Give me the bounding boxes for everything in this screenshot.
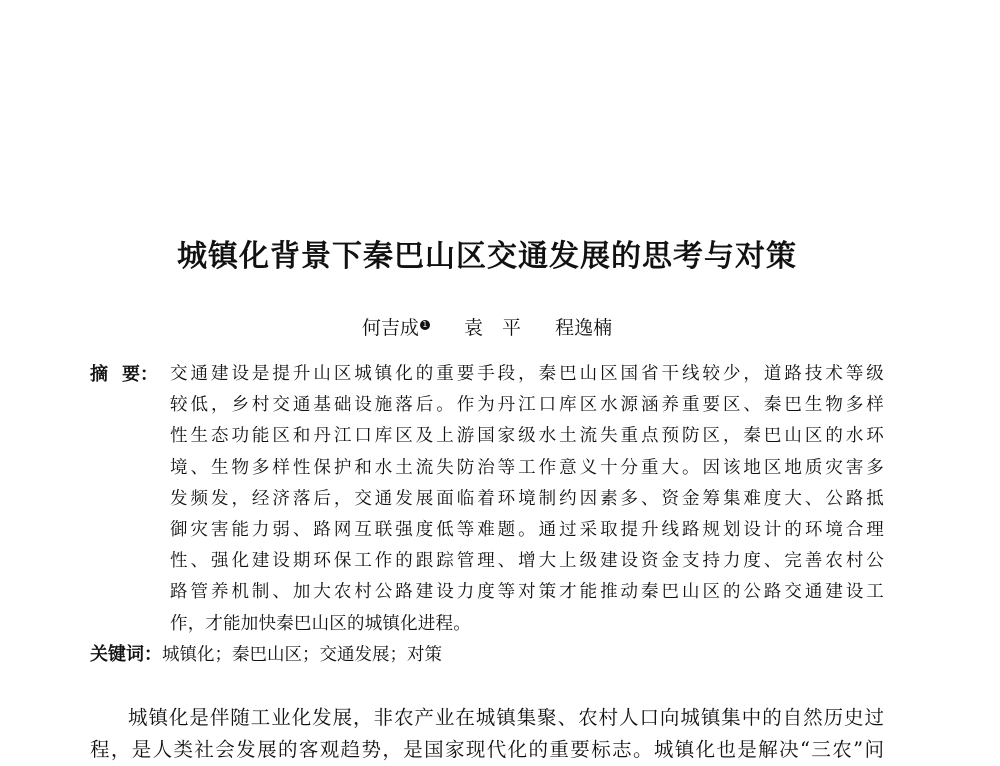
- author-name: 袁 平: [463, 317, 521, 339]
- abstract-line: 作，才能加快秦巴山区的城镇化进程。: [170, 613, 471, 634]
- keywords-label: 关键词：: [90, 644, 162, 665]
- abstract-line: 性、强化建设期环保工作的跟踪管理、增大上级建设资金支持力度、完善农村公: [170, 551, 884, 572]
- author-line: [0, 314, 974, 342]
- paper-title: 城镇化背景下秦巴山区交通发展的思考与对策: [177, 239, 797, 274]
- author-name: 何吉成: [361, 317, 419, 339]
- abstract-label-part: 摘: [90, 364, 108, 385]
- abstract-text: [170, 359, 884, 640]
- abstract-line: 发频发，经济落后，交通发展面临着环境制约因素多、资金筹集难度大、公路抵: [170, 488, 884, 509]
- abstract-line: 性生态功能区和丹江口库区及上游国家级水土流失重点预防区，秦巴山区的水环: [170, 426, 884, 447]
- abstract-line: 路管养机制、加大农村公路建设力度等对策才能推动秦巴山区的公路交通建设工: [170, 582, 884, 603]
- body-paragraph: [90, 702, 884, 766]
- keywords: [90, 640, 442, 670]
- abstract-label-part: 要：: [122, 364, 158, 385]
- body-line: 程，是人类社会发展的客观趋势，是国家现代化的重要标志。城镇化也是解决“三农”问: [90, 738, 884, 761]
- author-name: 程逸楠: [555, 317, 613, 339]
- abstract-line: 交通建设是提升山区城镇化的重要手段，秦巴山区国省干线较少，道路技术等级: [170, 364, 884, 384]
- abstract-line: 御灾害能力弱、路网互联强度低等难题。通过采取提升线路规划设计的环境合理: [170, 520, 884, 541]
- body-line: 城镇化是伴随工业化发展，非农产业在城镇集聚、农村人口向城镇集中的自然历史过: [128, 706, 884, 729]
- abstract-line: 较低，乡村交通基础设施落后。作为丹江口库区水源涵养重要区、秦巴生物多样: [170, 395, 884, 416]
- keywords-text: 城镇化；秦巴山区；交通发展；对策: [162, 645, 442, 665]
- abstract-line: 境、生物多样性保护和水土流失防治等工作意义十分重大。因该地区地质灾害多: [170, 457, 884, 478]
- abstract-label: [90, 359, 158, 390]
- author-footnote-marker: 1: [420, 320, 430, 330]
